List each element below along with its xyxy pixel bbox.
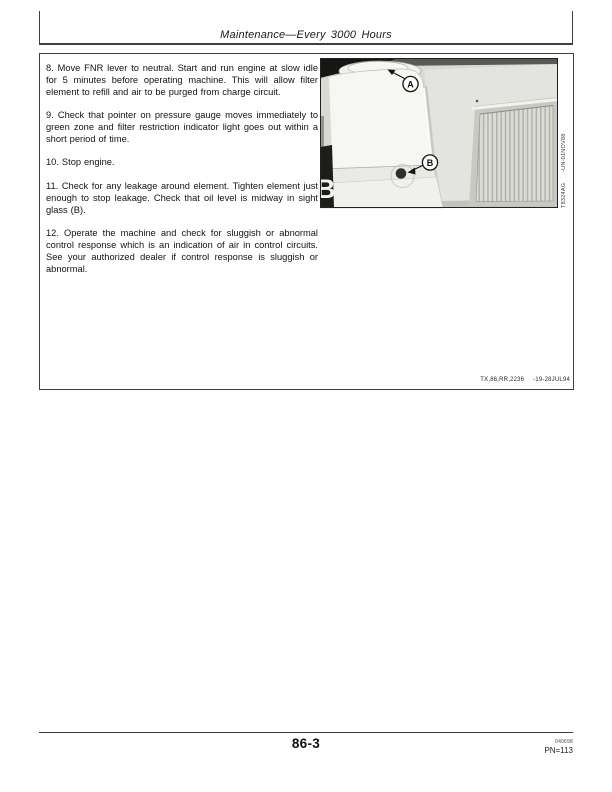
footer-part-number: PN=113 bbox=[544, 745, 573, 755]
ref-date: -19-28JUL94 bbox=[533, 377, 570, 383]
callout-a-label: A bbox=[407, 79, 414, 90]
ref-line bbox=[240, 377, 570, 383]
instruction-step-11: 11. Check for any leakage around element. Tighten element just enough to stop leakage. Check that oil level is midway in sight glass (B). bbox=[46, 180, 318, 215]
footer-date-code: 040698 bbox=[555, 739, 573, 745]
instruction-step-10: 10. Stop engine. bbox=[46, 157, 115, 168]
instruction-step-12: 12. Operate the machine and check for sluggish or abnormal control response which is an indication of air in control circuits. See your authorized dealer if control response is sluggish or abnormal. bbox=[46, 228, 318, 274]
photo-id-caption bbox=[561, 58, 572, 208]
callout-b-label: B bbox=[426, 157, 434, 168]
machine-photo bbox=[316, 58, 558, 208]
instruction-text bbox=[46, 63, 318, 287]
footer-rule bbox=[39, 732, 573, 733]
page-title: Maintenance—Every 3000 Hours bbox=[220, 28, 392, 41]
ref-code: TX,86,RR,2236 bbox=[480, 377, 525, 383]
page-number: 86-3 bbox=[291, 735, 321, 751]
header-rule bbox=[39, 43, 573, 45]
instruction-step-9: 9. Check that pointer on pressure gauge moves immediately to green zone and filter restriction indicator light goes out within a short period of time. bbox=[46, 110, 318, 145]
panel-rivet-dot bbox=[476, 100, 479, 103]
photo-ref: -UN-01NOV88 bbox=[561, 133, 567, 172]
photo-id: T8324AG bbox=[561, 182, 567, 208]
instruction-step-8: 8. Move FNR lever to neutral. Start and run engine at slow idle for 5 minutes before operating machine. This will allow filter element to refill and air to be purged from charge circuit. bbox=[46, 63, 318, 97]
sight-glass bbox=[396, 168, 407, 179]
figure-photo bbox=[316, 58, 558, 208]
grille-slats bbox=[476, 106, 553, 202]
decal-letter: B bbox=[316, 174, 336, 204]
